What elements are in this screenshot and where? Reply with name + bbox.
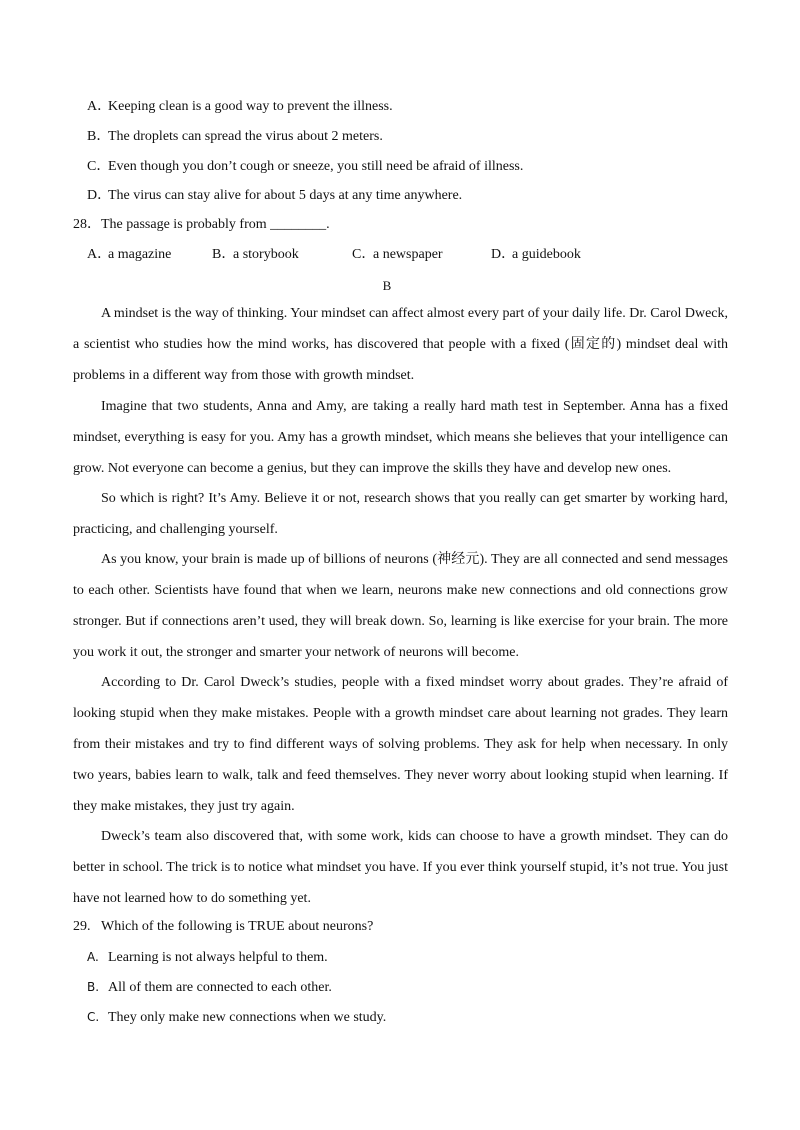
- q28-option-c: [352, 246, 443, 264]
- option-text: a storybook: [233, 247, 299, 262]
- option-letter: C．: [352, 247, 376, 262]
- q27-option-d: [87, 187, 462, 205]
- passage-paragraph-6: Dweck’s team also discovered that, with some work, kids can choose to have a growth mindset. They can do better in school. The trick is to notice what mindset you have. If you ever think yourself stupid, it’s not true. You just have not learned how to do something yet.: [73, 829, 728, 906]
- passage-paragraph-5: According to Dr. Carol Dweck’s studies, people with a fixed mindset worry about grades. They’re afraid of looking stupid when they make mistakes. People with a growth mindset care about learning not grades. They learn from their mistakes and try to find different ways of solving problems. They ask for help when necessary. In only two years, babies learn to walk, talk and feed themselves. They never worry about looking stupid when learning. If they make mistakes, they just try again.: [73, 675, 728, 814]
- q27-option-a: [87, 98, 393, 116]
- option-text: a magazine: [108, 247, 172, 262]
- q28-option-d: [491, 246, 581, 264]
- q29-option-b: [87, 978, 332, 997]
- passage-paragraph-4: As you know, your brain is made up of billions of neurons (神经元). They are all connected and send messages to each other. Scientists have found that when we learn, neurons make new connections and old connections grow stronger. But if connections aren’t used, they will break down. So, learning is like exercise for your brain. The more you work it out, the stronger and smarter your network of neurons will become.: [73, 552, 728, 660]
- option-text: Keeping clean is a good way to prevent the illness.: [108, 99, 393, 114]
- question-number: 28．: [73, 217, 101, 232]
- option-letter: C.: [87, 1010, 100, 1024]
- q27-option-c: [87, 158, 523, 176]
- option-letter: A．: [87, 247, 112, 262]
- q28-stem: [73, 216, 330, 234]
- option-text: All of them are connected to each other.: [108, 980, 332, 995]
- passage-paragraph-1: A mindset is the way of thinking. Your mindset can affect almost every part of your daily life. Dr. Carol Dweck, a scientist who studies how the mind works, has discovered that people with a fixed (固定的) mindset deal with problems in a different way from those with growth mindset.: [73, 306, 728, 383]
- option-letter: A.: [87, 950, 99, 964]
- option-text: The droplets can spread the virus about 2 meters.: [108, 129, 383, 144]
- option-letter: B.: [87, 980, 100, 994]
- option-text: They only make new connections when we study.: [108, 1010, 387, 1025]
- option-letter: D．: [87, 188, 112, 203]
- question-text: Which of the following is TRUE about neurons?: [101, 919, 374, 934]
- q29-stem: [73, 918, 373, 936]
- option-text: Even though you don’t cough or sneeze, you still need be afraid of illness.: [108, 159, 524, 174]
- option-letter: B．: [87, 129, 111, 144]
- q28-option-a: [87, 246, 171, 264]
- option-letter: A．: [87, 99, 112, 114]
- q29-option-c: [87, 1008, 386, 1027]
- q28-option-b: [212, 246, 299, 264]
- option-text: Learning is not always helpful to them.: [108, 950, 328, 965]
- option-letter: B．: [212, 247, 236, 262]
- option-text: a newspaper: [373, 247, 443, 262]
- passage-paragraph-3: So which is right? It’s Amy. Believe it or not, research shows that you really can get smarter by working hard, practicing, and challenging yourself.: [73, 491, 728, 537]
- question-number: 29.: [73, 919, 91, 934]
- option-letter: D．: [491, 247, 516, 262]
- section-title: B: [382, 278, 392, 293]
- option-text: a guidebook: [512, 247, 581, 262]
- q27-option-b: [87, 128, 383, 146]
- question-text: The passage is probably from ________.: [101, 217, 330, 232]
- option-letter: C．: [87, 159, 111, 174]
- q29-option-a: [87, 948, 328, 967]
- passage-paragraph-2: Imagine that two students, Anna and Amy, are taking a really hard math test in September. Anna has a fixed mindset, everything is easy for you. Amy has a growth mindset, which means she believes that your intelligence can grow. Not everyone can become a genius, but they can improve the skills they have and develop new ones.: [73, 399, 728, 476]
- option-text: The virus can stay alive for about 5 days at any time anywhere.: [108, 188, 463, 203]
